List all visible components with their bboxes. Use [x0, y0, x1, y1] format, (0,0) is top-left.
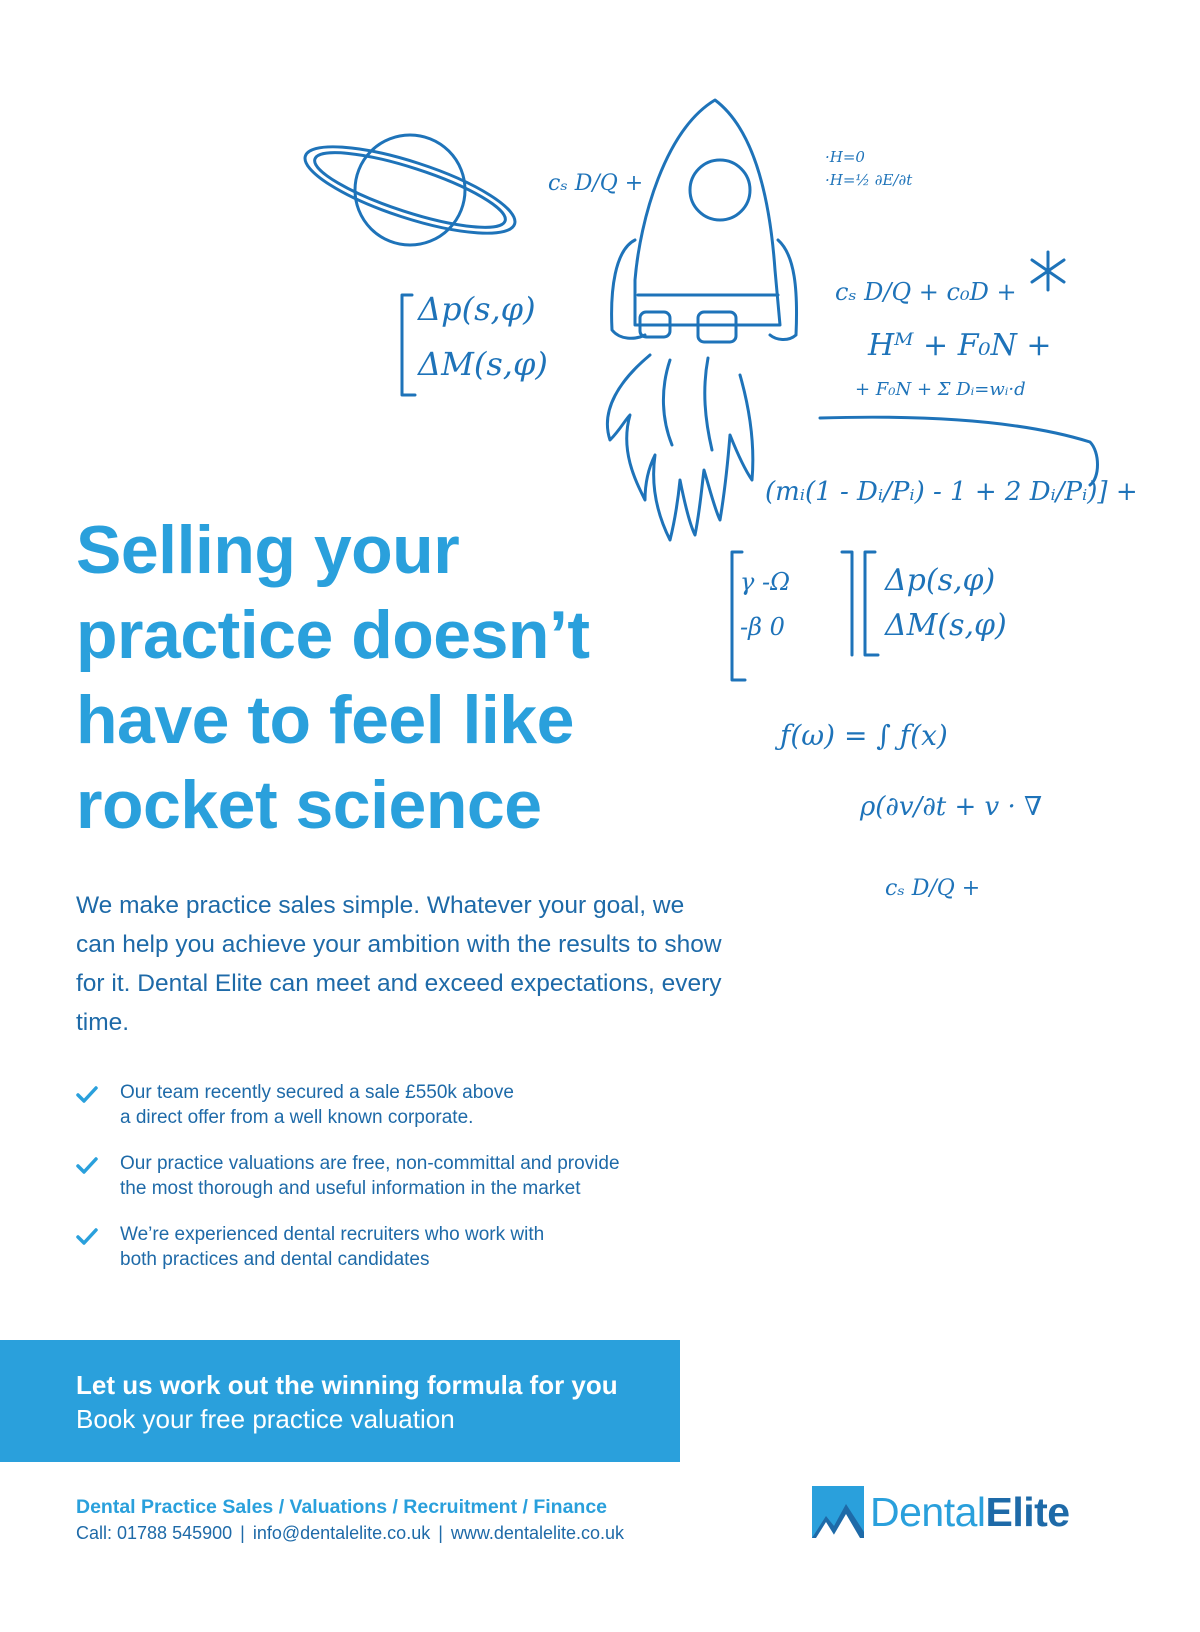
mountain-logo-icon — [812, 1486, 864, 1538]
benefit-text: We’re experienced dental recruiters who work with — [120, 1224, 545, 1245]
checkmark-icon — [76, 1157, 98, 1175]
formula-csdq-bottom: cₛ D/Q + — [885, 876, 981, 901]
benefit-text: Our team recently secured a sale £550k above — [120, 1082, 514, 1103]
logo-text — [870, 1485, 1070, 1539]
formula-csdq-top: cₛ D/Q + — [548, 171, 644, 196]
list-item — [76, 1222, 736, 1272]
formula-dp: Δp(s,φ) — [418, 290, 536, 328]
logo-text-dental: Dental — [870, 1489, 986, 1535]
formula-hm: Hᴹ + F₀N + — [868, 328, 1052, 363]
formula-dm: ΔM(s,φ) — [418, 345, 548, 383]
phone-number[interactable]: Call: 01788 545900 — [76, 1523, 233, 1543]
formula-gamma: γ -Ω — [740, 568, 790, 596]
headline-line: rocket science — [76, 767, 542, 843]
formula-csdq-codd: cₛ D/Q + c₀D + — [835, 278, 1017, 306]
intro-paragraph: We make practice sales simple. Whatever your goal, we can help you achieve your ambition with the results to show for it. Dental Elite can meet and exceed expectations, every time. — [76, 892, 722, 1036]
formula-dp-2: Δp(s,φ) — [885, 563, 996, 598]
list-item — [76, 1151, 736, 1201]
email-link[interactable]: info@dentalelite.co.uk — [252, 1523, 431, 1543]
curve-line — [820, 417, 1098, 485]
headline — [76, 508, 716, 848]
benefits-list — [76, 1080, 736, 1293]
star-icon — [1032, 252, 1064, 290]
cta-banner[interactable] — [0, 1340, 680, 1462]
cta-subtitle: Book your free practice valuation — [76, 1404, 455, 1434]
checkmark-icon — [76, 1228, 98, 1246]
formula-hdedt: ·H=½ ∂E/∂t — [825, 171, 913, 189]
benefit-text: the most thorough and useful information in the market — [120, 1178, 581, 1199]
benefit-text: Our practice valuations are free, non-committal and provide — [120, 1153, 620, 1174]
formula-mi: (mᵢ(1 - Dᵢ/Pᵢ) - 1 + 2 Dᵢ/Pᵢ)] + — [765, 477, 1138, 507]
formula-h0: ·H=0 — [825, 148, 865, 166]
formula-dm-2: ΔM(s,φ) — [885, 608, 1007, 643]
formula-beta: -β 0 — [740, 613, 785, 641]
checkmark-icon — [76, 1086, 98, 1104]
formula-sum: + F₀N + Σ Dᵢ=wᵢ·d — [855, 379, 1026, 400]
bracket-matrix-right — [842, 552, 852, 655]
planet-icon — [300, 129, 523, 250]
formula-navier: ρ(∂v/∂t + v · ∇ — [860, 792, 1043, 822]
dental-elite-logo — [812, 1485, 1070, 1539]
list-item — [76, 1080, 736, 1130]
benefit-text: a direct offer from a well known corporate. — [120, 1107, 474, 1128]
separator: | — [438, 1523, 443, 1543]
benefit-text: both practices and dental candidates — [120, 1249, 430, 1270]
cta-title: Let us work out the winning formula for you — [76, 1370, 618, 1400]
rocket-icon — [607, 100, 796, 540]
logo-text-elite: Elite — [985, 1489, 1070, 1535]
services-line: Dental Practice Sales / Valuations / Recruitment / Finance — [76, 1496, 608, 1518]
headline-line: have to feel like — [76, 682, 574, 758]
bracket-vector-left — [865, 552, 878, 655]
separator: | — [240, 1523, 245, 1543]
headline-line: Selling your — [76, 512, 460, 588]
website-link[interactable]: www.dentalelite.co.uk — [450, 1523, 624, 1543]
bracket-left — [402, 295, 415, 395]
headline-line: practice doesn’t — [76, 597, 590, 673]
contact-line — [76, 1521, 624, 1545]
formula-fourier: ƒ(ω) = ∫ ƒ(x) — [780, 719, 948, 752]
